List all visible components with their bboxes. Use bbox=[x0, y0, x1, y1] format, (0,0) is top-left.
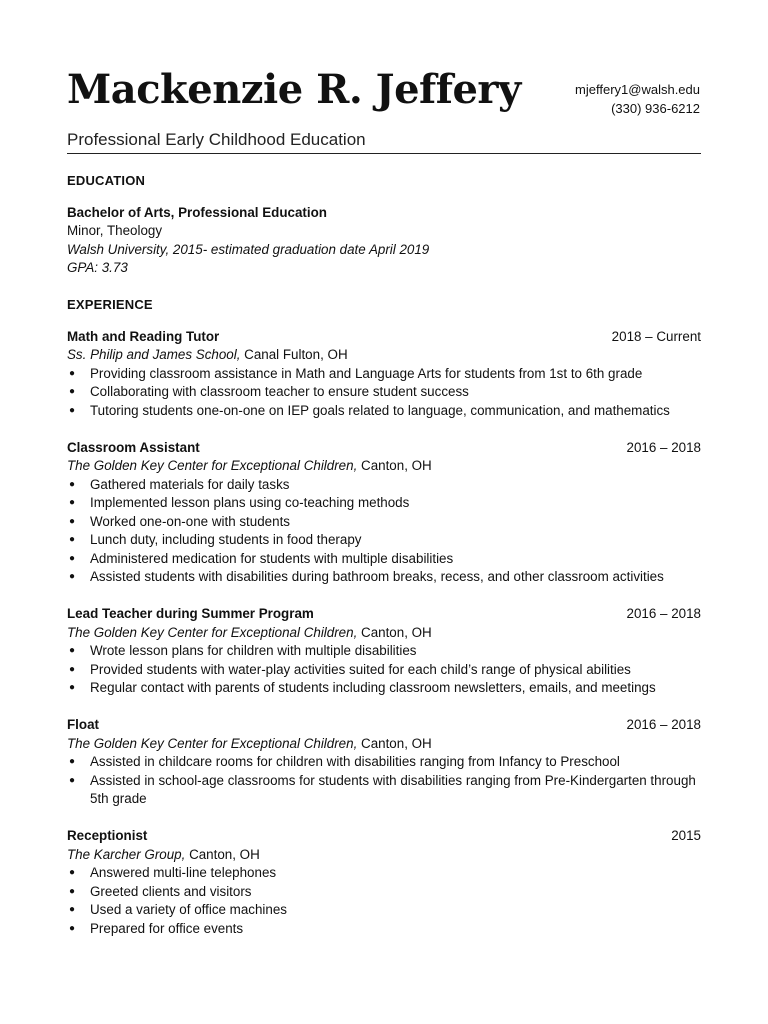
job-organization: The Golden Key Center for Exceptional Children, bbox=[67, 735, 358, 751]
job-bullets bbox=[67, 365, 701, 421]
job-title: Lead Teacher during Summer Program bbox=[67, 606, 314, 621]
job-entry bbox=[67, 328, 701, 421]
bullet-icon: ● bbox=[69, 571, 76, 582]
list-item: ● Used a variety of office machines bbox=[67, 901, 701, 920]
job-location: Canton, OH bbox=[357, 624, 432, 640]
list-item: ● Gathered materials for daily tasks bbox=[67, 476, 701, 495]
job-location: Canton, OH bbox=[357, 458, 432, 473]
job-organization: Ss. Philip and James School, bbox=[67, 347, 241, 362]
degree: Bachelor of Arts, Professional Education bbox=[67, 204, 327, 220]
header-divider bbox=[67, 153, 701, 154]
job-entry bbox=[67, 827, 701, 938]
list-item: ● Answered multi-line telephones bbox=[67, 864, 701, 883]
bullet-icon: ● bbox=[69, 756, 76, 767]
bullet-icon: ● bbox=[69, 682, 76, 693]
list-item: ● Providing classroom assistance in Math and Language Arts for students from 1st to 6th grade bbox=[67, 365, 701, 384]
bullet-icon: ● bbox=[69, 645, 76, 656]
list-item: ● Tutoring students one-on-one on IEP goals related to language, communication, and mathematics bbox=[67, 402, 701, 421]
minor: Minor, Theology bbox=[67, 223, 163, 238]
job-location: Canton, OH bbox=[357, 735, 432, 751]
list-item: ● Prepared for office events bbox=[67, 920, 701, 939]
experience-list bbox=[67, 328, 701, 939]
resume-content bbox=[67, 172, 701, 938]
list-item: ● Administered medication for students with multiple disabilities bbox=[67, 550, 701, 569]
job-organization: The Karcher Group, bbox=[67, 846, 186, 862]
bullet-icon: ● bbox=[69, 404, 76, 416]
job-date: 2016 – 2018 bbox=[626, 439, 701, 455]
job-date: 2018 – Current bbox=[611, 328, 701, 344]
bullet-icon: ● bbox=[69, 885, 76, 897]
bullet-icon: ● bbox=[69, 367, 76, 379]
job-entry bbox=[67, 439, 701, 587]
phone-number: (330) 936-6212 bbox=[611, 101, 700, 116]
job-bullets bbox=[67, 864, 701, 938]
gpa: GPA: 3.73 bbox=[67, 260, 128, 275]
job-bullets bbox=[67, 753, 701, 809]
bullet-icon: ● bbox=[69, 552, 76, 564]
bullet-icon: ● bbox=[69, 386, 76, 397]
email-address: mjeffery1@walsh.edu bbox=[575, 82, 700, 97]
list-item: ● Implemented lesson plans using co-teaching methods bbox=[67, 494, 701, 513]
job-bullets bbox=[67, 476, 701, 587]
list-item: ● Regular contact with parents of students including classroom newsletters, emails, and meetings bbox=[67, 679, 701, 698]
professional-subtitle: Professional Early Childhood Education bbox=[67, 130, 366, 149]
list-item: ● Assisted in childcare rooms for children with disabilities ranging from Infancy to Preschool bbox=[67, 753, 701, 772]
education-heading: EDUCATION bbox=[67, 173, 146, 188]
job-bullets bbox=[67, 642, 701, 698]
job-location: Canal Fulton, OH bbox=[240, 347, 348, 362]
job-location: Canton, OH bbox=[185, 846, 260, 862]
list-item: ● Assisted in school-age classrooms for students with disabilities ranging from Pre-Kindergarten through 5th grade bbox=[69, 772, 696, 806]
bullet-icon: ● bbox=[69, 534, 76, 545]
bullet-icon: ● bbox=[69, 774, 76, 786]
bullet-icon: ● bbox=[69, 663, 76, 675]
bullet-icon: ● bbox=[69, 497, 76, 508]
list-item: ● Assisted students with disabilities during bathroom breaks, recess, and other classroom activities bbox=[67, 568, 701, 587]
list-item: ● Lunch duty, including students in food therapy bbox=[67, 531, 701, 550]
school-line: Walsh University, 2015- estimated graduation date April 2019 bbox=[67, 241, 430, 257]
job-title: Receptionist bbox=[67, 828, 148, 843]
job-title: Classroom Assistant bbox=[67, 439, 200, 455]
job-date: 2015 bbox=[671, 828, 701, 843]
job-date: 2016 – 2018 bbox=[626, 606, 701, 621]
bullet-icon: ● bbox=[69, 904, 76, 915]
bullet-icon: ● bbox=[69, 922, 76, 934]
bullet-icon: ● bbox=[69, 478, 76, 490]
list-item: ● Greeted clients and visitors bbox=[67, 883, 701, 902]
experience-heading: EXPERIENCE bbox=[67, 297, 153, 312]
job-organization: The Golden Key Center for Exceptional Children, bbox=[67, 624, 358, 640]
candidate-name: Mackenzie R. Jeffery bbox=[67, 66, 521, 113]
list-item: ● Worked one-on-one with students bbox=[67, 513, 701, 532]
list-item: ● Collaborating with classroom teacher to ensure student success bbox=[67, 383, 701, 402]
job-organization: The Golden Key Center for Exceptional Children, bbox=[67, 458, 358, 473]
list-item: ● Provided students with water-play activities suited for each child’s range of physical abilities bbox=[67, 661, 701, 680]
job-entry bbox=[67, 716, 701, 809]
contact-block bbox=[575, 80, 700, 118]
bullet-icon: ● bbox=[69, 515, 76, 527]
job-entry bbox=[67, 605, 701, 698]
job-title: Math and Reading Tutor bbox=[67, 328, 220, 344]
job-title: Float bbox=[67, 717, 99, 732]
job-date: 2016 – 2018 bbox=[626, 717, 701, 732]
bullet-icon: ● bbox=[69, 867, 76, 878]
list-item: ● Wrote lesson plans for children with multiple disabilities bbox=[67, 642, 701, 661]
education-entry bbox=[67, 204, 701, 278]
